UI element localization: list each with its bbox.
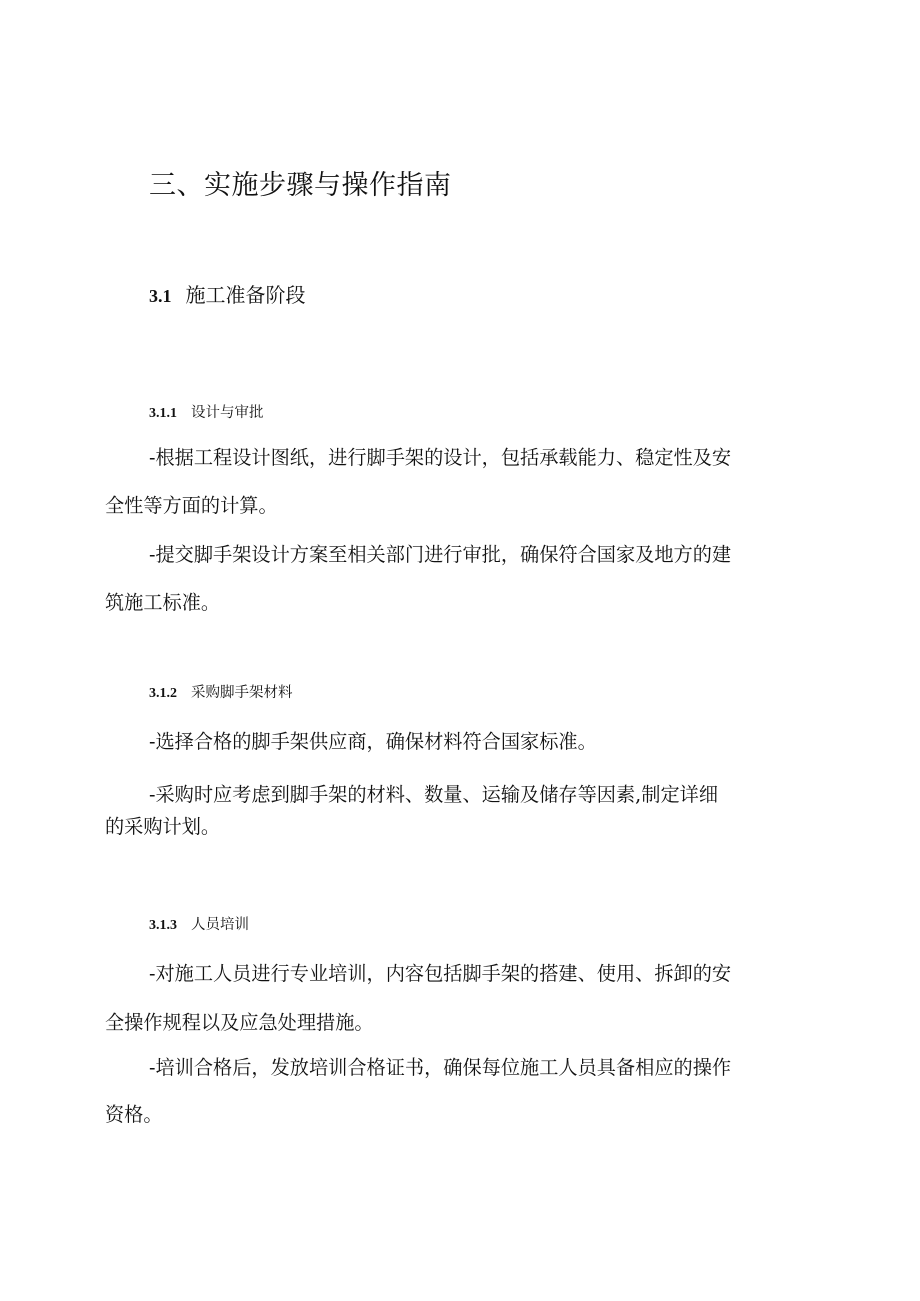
paragraph-line: -根据工程设计图纸，进行脚手架的设计，包括承载能力、稳定性及安 xyxy=(149,446,732,469)
paragraph-line: 筑施工标准。 xyxy=(105,591,221,614)
paragraph-line: 的采购计划。 xyxy=(105,815,221,838)
subsection-design-approval xyxy=(105,402,814,614)
section-title-text: 施工准备阶段 xyxy=(185,283,306,307)
subsection-number: 3.1.3 xyxy=(149,918,177,933)
paragraph-line: -提交脚手架设计方案至相关部门进行审批，确保符合国家及地方的建 xyxy=(149,543,732,566)
subsection-heading xyxy=(149,402,814,425)
subsection-heading xyxy=(149,682,814,705)
subsection-title: 采购脚手架材料 xyxy=(191,685,293,701)
paragraph-line: -培训合格后，发放培训合格证书，确保每位施工人员具备相应的操作 xyxy=(149,1056,732,1079)
paragraph-line: -采购时应考虑到脚手架的材料、数量、运输及储存等因素,制定详细 xyxy=(149,783,719,806)
section-number: 3.1 xyxy=(149,286,172,306)
subsection-staff-training xyxy=(105,914,814,1126)
subsection-material-purchase xyxy=(105,682,814,838)
subsection-title: 设计与审批 xyxy=(191,405,264,421)
chapter-title: 三、实施步骤与操作指南 xyxy=(149,170,452,201)
subsection-number: 3.1.2 xyxy=(149,686,177,701)
paragraph-line: 资格。 xyxy=(105,1103,163,1126)
subsection-number: 3.1.1 xyxy=(149,406,177,421)
section-heading xyxy=(149,280,306,311)
paragraph-line: -选择合格的脚手架供应商，确保材料符合国家标准。 xyxy=(149,730,597,753)
paragraph-line: 全操作规程以及应急处理措施。 xyxy=(105,1011,374,1034)
paragraph-line: -对施工人员进行专业培训，内容包括脚手架的搭建、使用、拆卸的安 xyxy=(149,962,732,985)
paragraph-line: 全性等方面的计算。 xyxy=(105,494,278,517)
subsection-heading xyxy=(149,914,814,937)
subsection-title: 人员培训 xyxy=(191,917,249,933)
